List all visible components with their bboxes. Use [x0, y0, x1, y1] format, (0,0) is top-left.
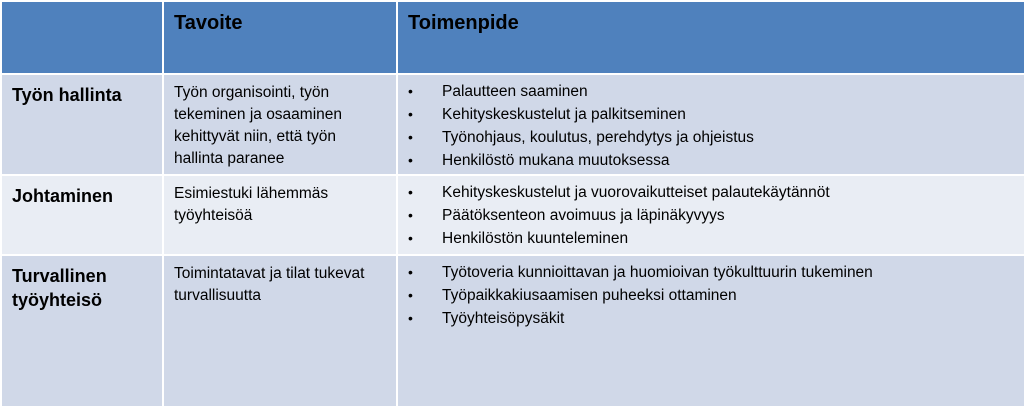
action-item: [398, 103, 1024, 126]
action-item: [398, 204, 1024, 227]
header-row: [1, 1, 1024, 74]
table-row: [1, 175, 1024, 255]
action-item: [398, 307, 1024, 330]
action-item: [398, 126, 1024, 149]
bullet-icon: •: [408, 129, 413, 145]
row-label: Turvallinen työyhteisö: [1, 255, 163, 407]
bullet-icon: •: [408, 230, 413, 246]
action-text: Palautteen saaminen: [442, 83, 588, 100]
row-label: Työn hallinta: [1, 74, 163, 175]
bullet-icon: •: [408, 184, 413, 200]
row-goal: Esimiestuki lähemmäs työyhteisöä: [163, 175, 397, 255]
table-body: [1, 74, 1024, 407]
bullet-icon: •: [408, 264, 413, 280]
action-text: Henkilöstö mukana muutoksessa: [442, 152, 670, 169]
table-row: [1, 255, 1024, 407]
action-text: Kehityskeskustelut ja vuorovaikutteiset palautekäytännöt: [442, 184, 830, 201]
header-empty-cell: [1, 1, 163, 74]
action-text: Työpaikkakiusaamisen puheeksi ottaminen: [442, 287, 737, 304]
bullet-icon: •: [408, 310, 413, 326]
bullet-icon: •: [408, 152, 413, 168]
action-text: Työtoveria kunnioittavan ja huomioivan työkulttuurin tukeminen: [442, 264, 873, 281]
action-text: Työnohjaus, koulutus, perehdytys ja ohjeistus: [442, 129, 754, 146]
action-text: Päätöksenteon avoimuus ja läpinäkyvyys: [442, 207, 725, 224]
bullet-icon: •: [408, 106, 413, 122]
bullet-icon: •: [408, 83, 413, 99]
header-tavoite: Tavoite: [163, 1, 397, 74]
action-item: [398, 227, 1024, 250]
row-actions: [397, 74, 1024, 175]
row-actions: [397, 175, 1024, 255]
action-item: [398, 181, 1024, 204]
row-goal: Työn organisointi, työn tekeminen ja osaaminen kehittyvät niin, että työn hallinta paranee: [163, 74, 397, 175]
row-actions: [397, 255, 1024, 407]
table-header: [1, 1, 1024, 74]
header-toimenpide: Toimenpide: [397, 1, 1024, 74]
action-list: [398, 181, 1024, 250]
action-text: Työyhteisöpysäkit: [442, 310, 565, 327]
action-item: [398, 149, 1024, 172]
row-label: Johtaminen: [1, 175, 163, 255]
action-text: Kehityskeskustelut ja palkitseminen: [442, 106, 686, 123]
bullet-icon: •: [408, 287, 413, 303]
action-list: [398, 80, 1024, 172]
action-list: [398, 261, 1024, 330]
row-goal: Toimintatavat ja tilat tukevat turvallisuutta: [163, 255, 397, 407]
table-row: [1, 74, 1024, 175]
bullet-icon: •: [408, 207, 413, 223]
action-item: [398, 284, 1024, 307]
action-item: [398, 80, 1024, 103]
action-item: [398, 261, 1024, 284]
action-text: Henkilöstön kuunteleminen: [442, 230, 629, 247]
